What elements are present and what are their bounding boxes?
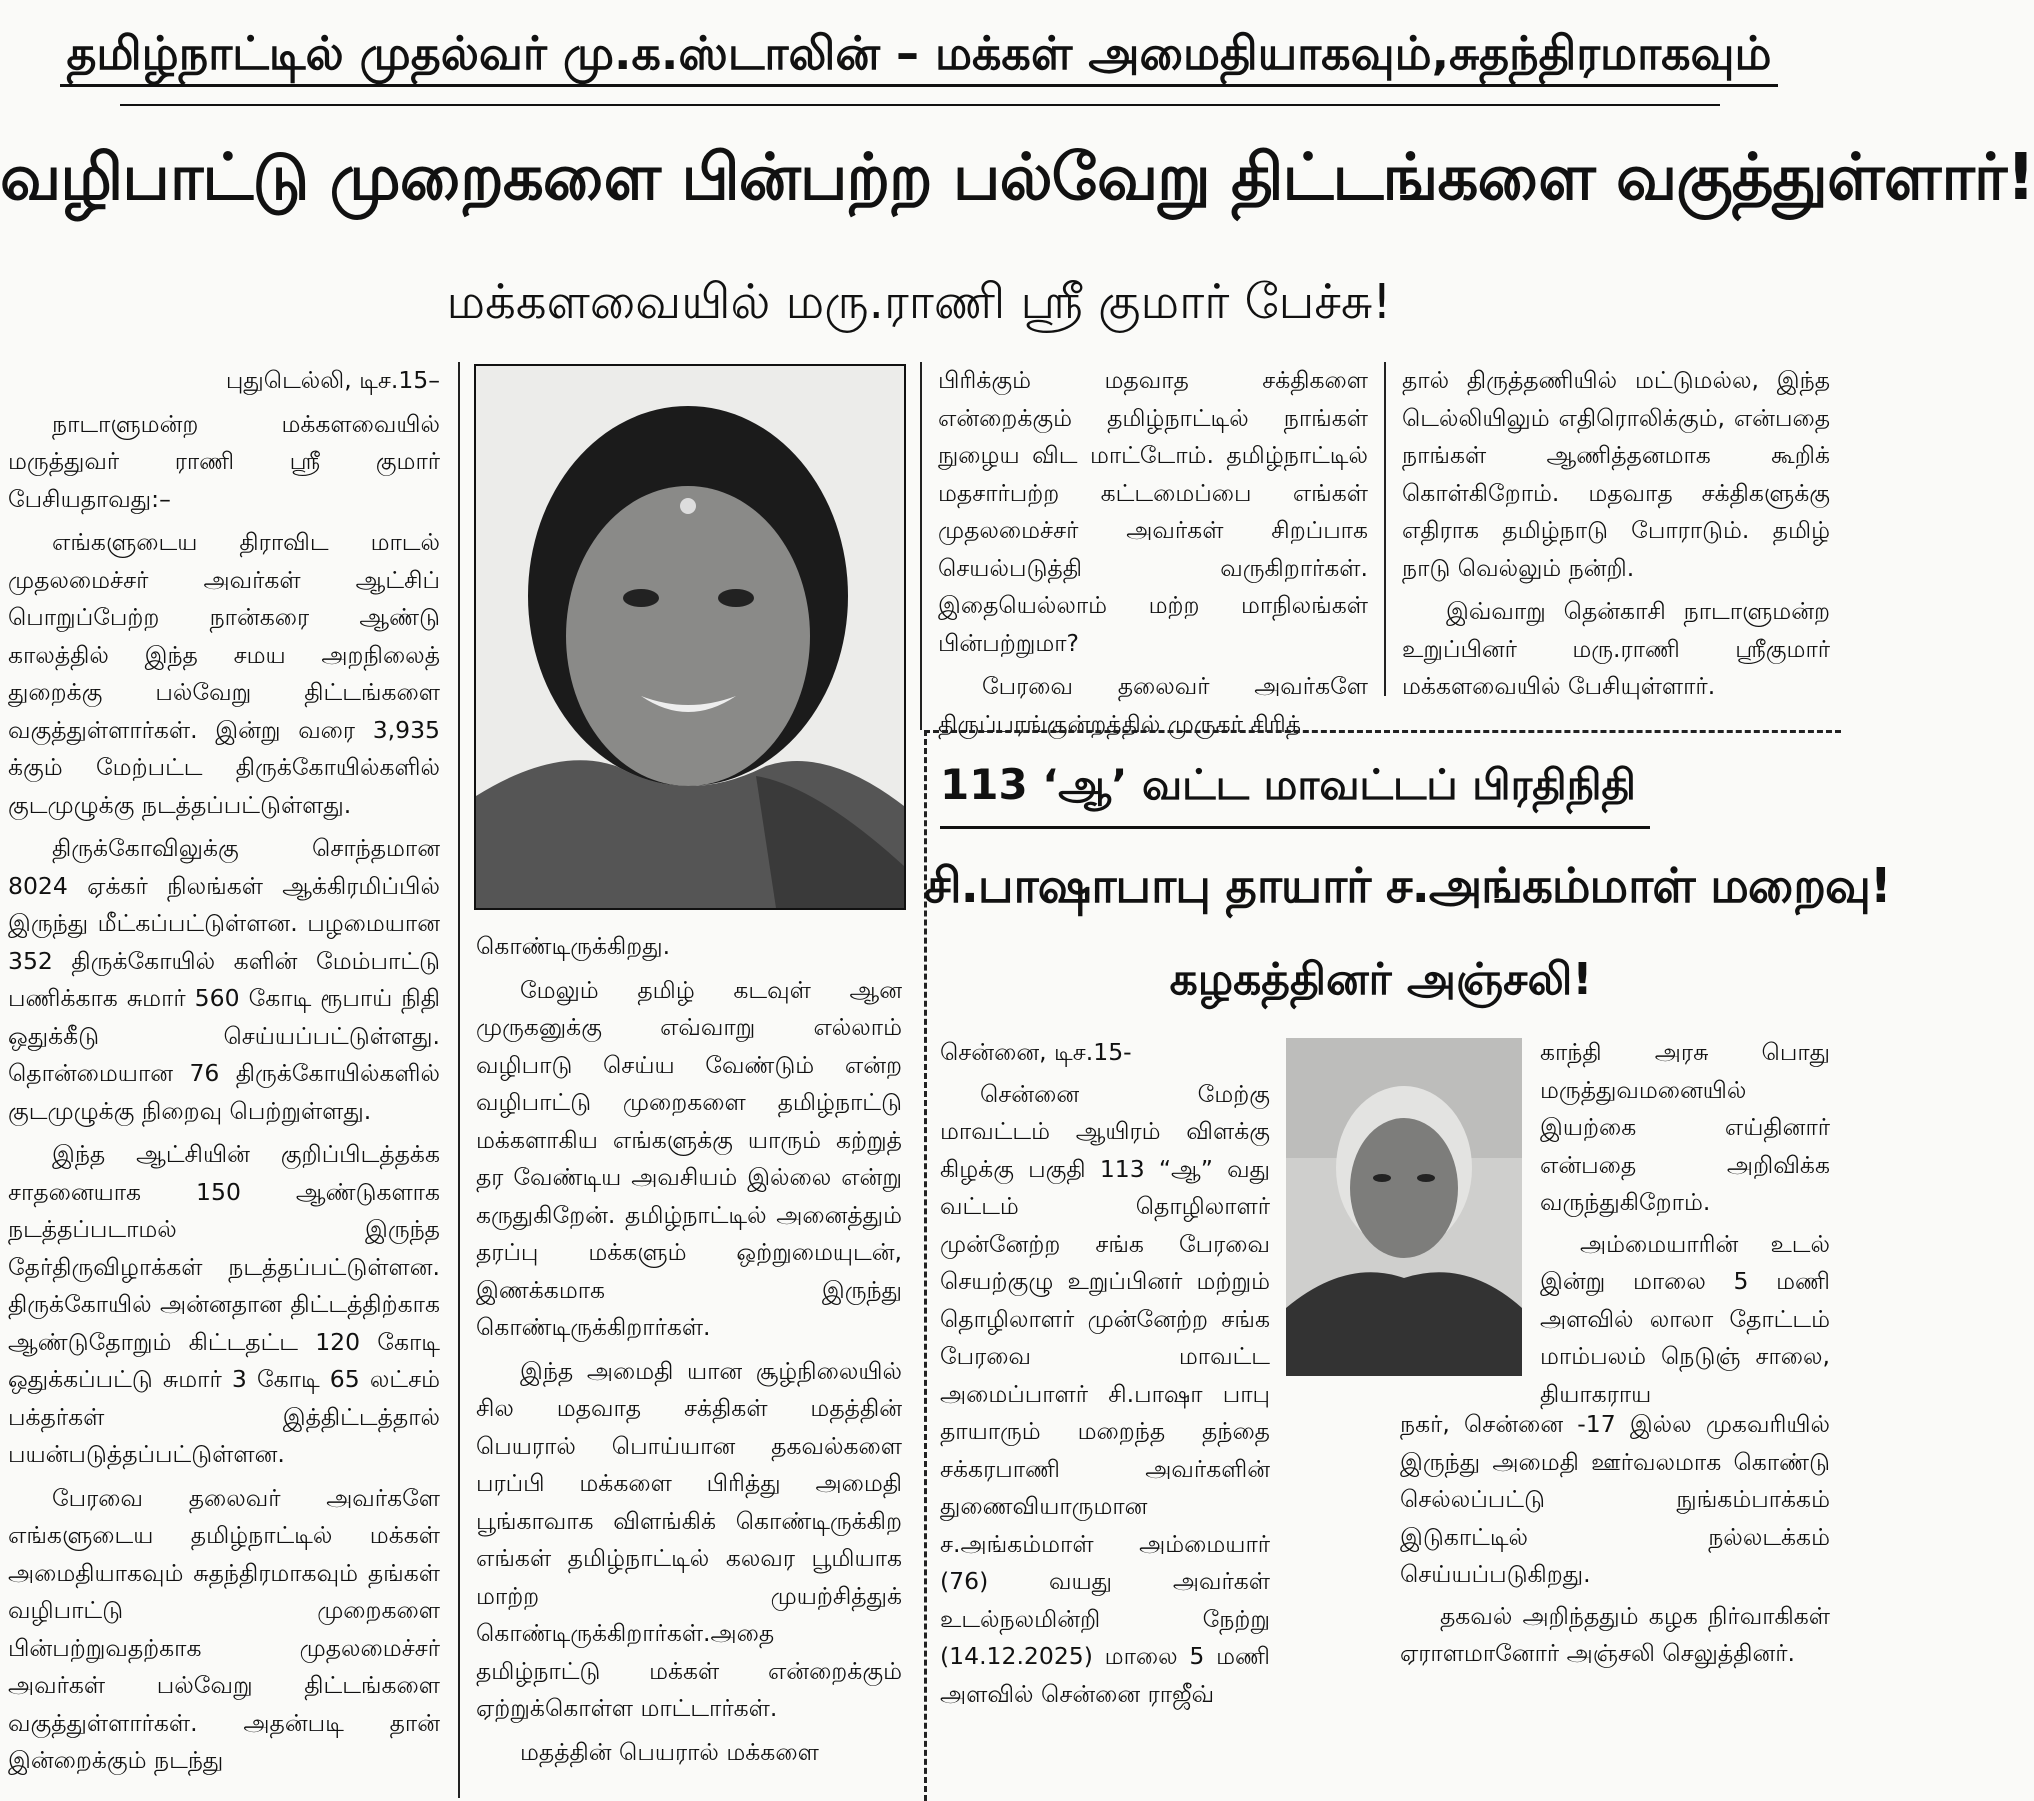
obituary-paragraph: நகர், சென்னை -17 இல்ல முகவரியில் இருந்து அமைதி ஊர்வலமாக கொண்டு செல்லப்பட்டு நுங்கம்பாக்கம் இடுகாட்டில் நல்லடக்கம் செய்யப்படுகிறது. [1400,1410,1830,1588]
article-paragraph: எங்களுடைய திராவிட மாடல் முதலமைச்சர் அவர்கள் ஆட்சிப் பொறுப்பேற்ற நான்கரை ஆண்டு காலத்தில் இந்த சமய அறநிலைத் துறைக்கு பல்வேறு திட்டங்களை வகுத்துள்ளார்கள். இன்று வரை 3,935 க்கும் மேற்பட்ட திருக்கோயில்களில் குடமுழுக்கு நடத்தப்பட்டுள்ளது. [8,528,440,819]
obituary-paragraph: காந்தி அரசு பொது மருத்துவமனையில் இயற்கை எய்தினார் என்பதை அறிவிக்க வருந்துகிறோம். [1540,1038,1830,1216]
portrait-photo [474,364,906,910]
article-column-2 [476,928,902,1790]
article-paragraph: இந்த அமைதி யான சூழ்நிலையில் சில மதவாத சக்திகள் மதத்தின் பெயரால் பொய்யான தகவல்களை பரப்பி மக்களை பிரித்து அமைதி பூங்காவாக விளங்கிக் கொண்டிருக்கிற எங்கள் தமிழ்நாட்டில் கலவர பூமியாக மாற்ற முயற்சித்துக் கொண்டிருக்கிறார்கள்.அதை தமிழ்நாட்டு மக்கள் என்றைக்கும் ஏற்றுக்கொள்ள மாட்டார்கள். [476,1356,902,1722]
obituary-image [1286,1038,1522,1376]
article-paragraph: பேரவை தலைவர் அவர்களே எங்களுடைய தமிழ்நாட்டில் மக்கள் அமைதியாகவும் சுதந்திரமாகவும் தங்கள் வழிபாட்டு முறைகளை பின்பற்றுவதற்காக முதலமைச்சர் அவர்கள் பல்வேறு திட்டங்களை வகுத்துள்ளார்கள். அதன்படி தான் இன்றைக்கும் நடந்து [8,1483,440,1774]
obituary-subhead: கழகத்தினர் அஞ்சலி! [1169,954,1593,1005]
article-paragraph: மதத்தின் பெயரால் மக்களை [520,1737,819,1766]
dateline: புதுடெல்லி, டிச.15– [225,366,440,394]
obituary-headline: சி.பாஷாபாபு தாயார் ச.அங்கம்மாள் மறைவு! [924,858,1891,914]
article-subhead: மக்களவையில் மரு.ராணி ஸ்ரீ குமார் பேச்சு! [446,274,1392,330]
article-paragraph: மேலும் தமிழ் கடவுள் ஆன முருகனுக்கு எவ்வாறு எல்லாம் வழிபாடு செய்ய வேண்டும் என்ற வழிபாட்டு முறைகளை தமிழ்நாட்டு மக்களாகிய எங்களுக்கு யாரும் கற்றுத் தர வேண்டிய அவசியம் இல்லை என்று கருதுகிறேன். தமிழ்நாட்டில் அனைத்தும் தரப்பு மக்களும் ஒற்றுமையுடன், இணக்கமாக இருந்து கொண்டிருக்கிறார்கள். [476,975,902,1341]
article-paragraph: பேரவை தலைவர் அவர்களே திருப்பரங்குன்றத்தில் முருகர் சிரித் [938,672,1368,738]
obituary-paragraph: தகவல் அறிந்ததும் கழக நிர்வாகிகள் ஏராளமானோர் அஞ்சலி செலுத்தினர். [1400,1601,1830,1667]
column-divider [1384,362,1386,696]
article-column-1 [8,362,440,1792]
article-paragraph: இவ்வாறு தென்காசி நாடாளுமன்ற உறுப்பினர் மரு.ராணி ஸ்ரீகுமார் மக்களவையில் பேசியுள்ளார். [1402,597,1830,700]
article-paragraph: தால் திருத்தணியில் மட்டுமல்ல, இந்த டெல்லியிலும் எதிரொலிக்கும், என்பதை நாங்கள் ஆணித்தனமாக கூறிக் கொள்கிறோம். மதவாத சக்திகளுக்கு எதிராக தமிழ்நாடு போராடும். தமிழ் நாடு வெல்லும் நன்றி. [1402,366,1830,582]
column-divider [920,362,922,730]
article-headline: வழிபாட்டு முறைகளை பின்பற்ற பல்வேறு திட்டங்களை வகுத்துள்ளார்! [0,141,2034,215]
obituary-column-right-bottom [1400,1406,1830,1786]
obituary-kicker: 113 ‘ஆ’ வட்ட மாவட்டப் பிரதிநிதி [940,760,1636,809]
obituary-kicker-rule [940,826,1650,829]
article-paragraph: இந்த ஆட்சியின் குறிப்பிடத்தக்க சாதனையாக 150 ஆண்டுகளாக நடத்தப்படாமல் இருந்த தேர்திருவிழாக்கள் நடத்தப்பட்டுள்ளன. திருக்கோயில் அன்னதான திட்டத்திற்காக ஆண்டுதோறும் கிட்டதட்ட 120 கோடி ஒதுக்கப்பட்டு சுமார் 3 கோடி 65 லட்சம் பக்தர்கள் இத்திட்டத்தால் பயன்படுத்தப்பட்டுள்ளன. [8,1140,440,1468]
article-paragraph: நாடாளுமன்ற மக்களவையில் மருத்துவர் ராணி ஸ்ரீ குமார் பேசியதாவது:– [8,409,440,513]
article-column-3 [938,362,1368,738]
article-paragraph: கொண்டிருக்கிறது. [476,932,671,960]
obituary-column-left [940,1034,1270,1784]
article-kicker: தமிழ்நாட்டில் முதல்வர் மு.க.ஸ்டாலின் – மக்கள் அமைதியாகவும்,சுதந்திரமாகவும் [0,8,1838,98]
column-divider [458,362,460,1798]
obituary-column-right-top [1540,1034,1830,1408]
portrait-image [476,366,904,908]
obituary-dateline: சென்னை, டிச.15- [940,1038,1132,1066]
obituary-paragraph: சென்னை மேற்கு மாவட்டம் ஆயிரம் விளக்கு கிழக்கு பகுதி 113 “ஆ” வது வட்டம் தொழிலாளர் முன்னேற்ற சங்க பேரவை செயற்குழு உறுப்பினர் மற்றும் தொழிலாளர் முன்னேற்ற சங்க பேரவை மாவட்ட அமைப்பாளர் சி.பாஷா பாபு தாயாரும் மறைந்த தந்தை சக்கரபாணி அவர்களின் துணைவியாருமான ச.அங்கம்மாள் அம்மையார் (76) வயது அவர்கள் உடல்நலமின்றி நேற்று (14.12.2025) மாலை 5 மணி அளவில் சென்னை ராஜீவ் [940,1079,1270,1708]
kicker-rule [120,104,1720,106]
obituary-photo [1286,1038,1522,1376]
obituary-paragraph: அம்மையாரின் உடல் இன்று மாலை 5 மணி அளவில் லாலா தோட்டம் மாம்பலம் நெடுஞ் சாலை, தியாகராய [1540,1229,1830,1408]
article-column-4 [1402,362,1830,712]
article-paragraph: திருக்கோவிலுக்கு சொந்தமான 8024 ஏக்கர் நிலங்கள் ஆக்கிரமிப்பில் இருந்து மீட்கப்பட்டுள்ளன. பழமையான 352 திருக்கோயில் களின் மேம்பாட்டு பணிக்காக சுமார் 560 கோடி ரூபாய் நிதி ஒதுக்கீடு செய்யப்பட்டுள்ளது. தொன்மையான 76 திருக்கோயில்களில் குடமுழுக்கு நிறைவு பெற்றுள்ளது. [8,834,440,1125]
article-paragraph: பிரிக்கும் மதவாத சக்திகளை என்றைக்கும் தமிழ்நாட்டில் நாங்கள் நுழைய விட மாட்டோம். தமிழ்நாட்டில் மதசார்பற்ற கட்டமைப்பை எங்கள் முதலமைச்சர் அவர்கள் சிறப்பாக செயல்படுத்தி வருகிறார்கள். இதையெல்லாம் மற்ற மாநிலங்கள் பின்பற்றுமா? [938,366,1368,657]
